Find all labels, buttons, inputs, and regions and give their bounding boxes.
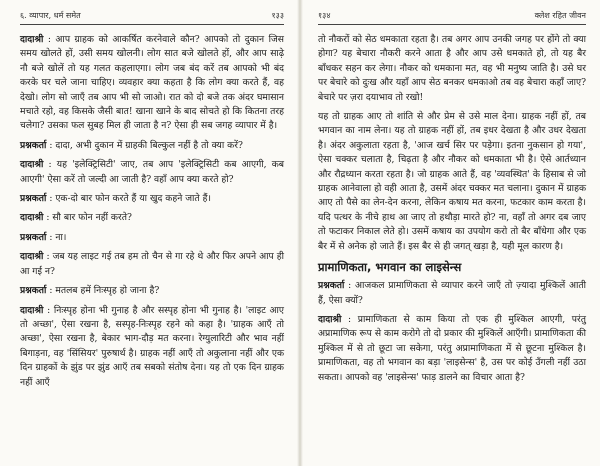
paragraph-text: : यह 'इलेक्ट्रिसिटी' जाए, तब आप 'इलेक्ट्रिसिटी कब आएगी, कब आएगी' ऐसा करें तो जल्दी आ जाती है? वहाँ आप क्या करते हो? [20, 159, 285, 185]
dialogue-paragraph [318, 279, 586, 308]
right-book-title: क्लेश रहित जीवन [534, 11, 586, 20]
body-paragraph [318, 110, 586, 254]
paragraph-text: : दादा, अभी दुकान में ग्राहकी बिल्कुल नहीं है तो क्या करें? [49, 139, 243, 151]
paragraph-text: : एक-दो बार फोन करते हैं या खुद कहने जाते हैं। [49, 193, 211, 205]
speaker-label: प्रश्नकर्ता [318, 280, 345, 292]
paragraph-text: यह तो ग्राहक आए तो शांति से और प्रेम से उसे माल देना। ग्राहक नहीं हों, तब भगवान का नाम लेना। यह तो ग्राहक नहीं हों, तब इधर देखता है और उधर देखता है। अंदर अकुलाता रहता है, 'आज खर्च सिर पर पड़ेगा। इतना नुकसान हो गया', ऐसा चक्कर चलाता है, चिढ़ता है और नौकर को धमकाता भी है। ऐसे आर्तध्यान और रौद्रध्यान करता रहता है। जो ग्राहक आते हैं, वह 'व्यवस्थित' के हिसाब से जो ग्राहक आनेवाला हो वही आता है, उसमें अंदर चक्कर मत चलाना। दुकान में ग्राहक आए तो पैसे का लेन-देन करना, लेकिन कषाय मत करना, फटकार काम करता है। यदि पत्थर के नीचे हाथ आ जाए तो हथौड़ा मारते हो? ना, वहाँ तो अगर दब जाए तो फटाकर निकाल लेते हो। उसमें कषाय का उपयोग करो तो बैर बाँधेगा और एक बैर में से अनेक हो जाते हैं। इस बैर से ही जगत् खड़ा है, यही मूल कारण है। [318, 111, 586, 252]
left-page-number: १३३ [271, 11, 284, 20]
right-page-body [318, 33, 586, 385]
right-page [300, 0, 600, 466]
dialogue-paragraph [20, 250, 284, 279]
right-page-number: १३४ [318, 11, 331, 20]
speaker-label: दादाश्री [20, 251, 44, 263]
speaker-label: प्रश्नकर्ता [20, 193, 47, 205]
speaker-label: दादाश्री [20, 159, 44, 171]
body-paragraph [318, 33, 586, 105]
dialogue-paragraph [20, 284, 284, 298]
speaker-label: प्रश्नकर्ता [20, 231, 47, 243]
paragraph-text: : ना। [49, 231, 67, 243]
paragraph-text: : प्रामाणिकता से काम किया तो एक ही मुश्किल आएगी, परंतु अप्रामाणिक रूप से काम करोगे तो दो प्रकार की मुश्किलें आएँगी। प्रामाणिकता की मुश्किल में से तो छूटा जा सकेगा, परंतु अप्रामाणिकता में से छूटना मुश्किल है। प्रामाणिकता, वह तो भगवान का बड़ा 'लाइसेन्स' है, उस पर कोई उँगली नहीं उठा सकता। आपको वह 'लाइसेन्स' फाड़ डालने का विचार आता है? [318, 313, 586, 383]
left-page-header [20, 2, 284, 25]
dialogue-paragraph [20, 33, 284, 134]
speaker-label: दादाश्री [20, 34, 44, 45]
dialogue-paragraph [20, 304, 284, 390]
left-chapter-title: ६. व्यापार, धर्म समेत [20, 11, 81, 20]
speaker-label: दादाश्री [20, 304, 44, 316]
speaker-label: प्रश्नकर्ता [20, 139, 47, 151]
right-page-header [318, 2, 586, 25]
paragraph-text: : जब यह लाइट गई तब हम तो चैन से गा रहे थे और फिर अपने आप ही आ गई न? [20, 251, 284, 277]
dialogue-paragraph [20, 158, 284, 187]
left-page-body [20, 33, 284, 390]
paragraph-text: : आजकल प्रामाणिकता से व्यापार करने जाएँ तो ज़्यादा मुश्किलें आती हैं, ऐसा क्यों? [318, 280, 586, 306]
paragraph-text: तो नौकरों को सेठ धमकाता रहता है। तब अगर आप उनकी जगह पर होंगे तो क्या होगा? यह बेचारा नौकरी करने आता है और आप उसे धमकाते हो, तो यह बैर बाँधकर सहन कर लेगा। नौकर को धमकाना मत, वह भी मनुष्य जाति है। उसे घर पर बेचारे को दुःख और यहाँ आप सेठ बनकर धमकाओ तब वह बेचारा कहाँ जाए? बेचारे पर ज़रा दयाभाव तो रखो! [318, 34, 586, 103]
dialogue-paragraph [318, 313, 586, 385]
speaker-label: दादाश्री [20, 212, 44, 224]
speaker-label: दादाश्री [318, 313, 342, 325]
paragraph-text: : मतलब हमें निःस्पृह हो जाना है? [49, 285, 160, 297]
dialogue-paragraph [20, 192, 284, 206]
section-heading: प्रामाणिकता, भगवान का लाइसेन्स [318, 260, 462, 275]
dialogue-paragraph [20, 231, 284, 245]
paragraph-text: : सौ बार फोन नहीं करते? [46, 212, 132, 224]
speaker-label: प्रश्नकर्ता [20, 285, 47, 297]
dialogue-paragraph [20, 211, 284, 225]
dialogue-paragraph [20, 139, 284, 153]
paragraph-text: : आप ग्राहक को आकर्षित करनेवाले कौन? आपको तो दुकान जिस समय खोलते हों, उसी समय खोलनी। लोग सात बजे खोलते हों, और आप साढ़े नौ बजे खोलें तो यह गलत कहलाएगा। लोग जब बंद करें तब आपको भी बंद करके घर चले जाना चाहिए। व्यवहार क्या कहता है कि लोग क्या करते हैं, वह देखो। लोग सो जाएँ तब आप भी सो जाओ। रात को दो बजे तक अंदर घमासान मचाते रहो, वह किसके जैसी बात! खाना खाने के बाद सोचते हो कि कितना तरह चलेगा? उसका फल सुबह मिल ही जाता है न? ऐसा ही सब जगह व्यापार में है। [20, 34, 284, 132]
paragraph-text: : निःस्पृह होना भी गुनाह है और सस्पृह होना भी गुनाह है। 'लाइट आए तो अच्छा', ऐसा रखना है, सस्पृह-निःस्पृह रहने को कहा है। 'ग्राहक आएँ तो अच्छा', ऐसा रखना है, बेकार भाग-दौड़ मत करना। रेग्युलारिटी और भाव नहीं बिगाड़ना, वह 'सिंसियर' पुरुषार्थ है। ग्राहक नहीं आएँ तो अकुलाना नहीं और एक दिन ग्राहकों के झुंड पर झुंड आएँ तब सबको संतोष देना। यह तो एक दिन ग्राहक नहीं आएँ [20, 304, 284, 388]
